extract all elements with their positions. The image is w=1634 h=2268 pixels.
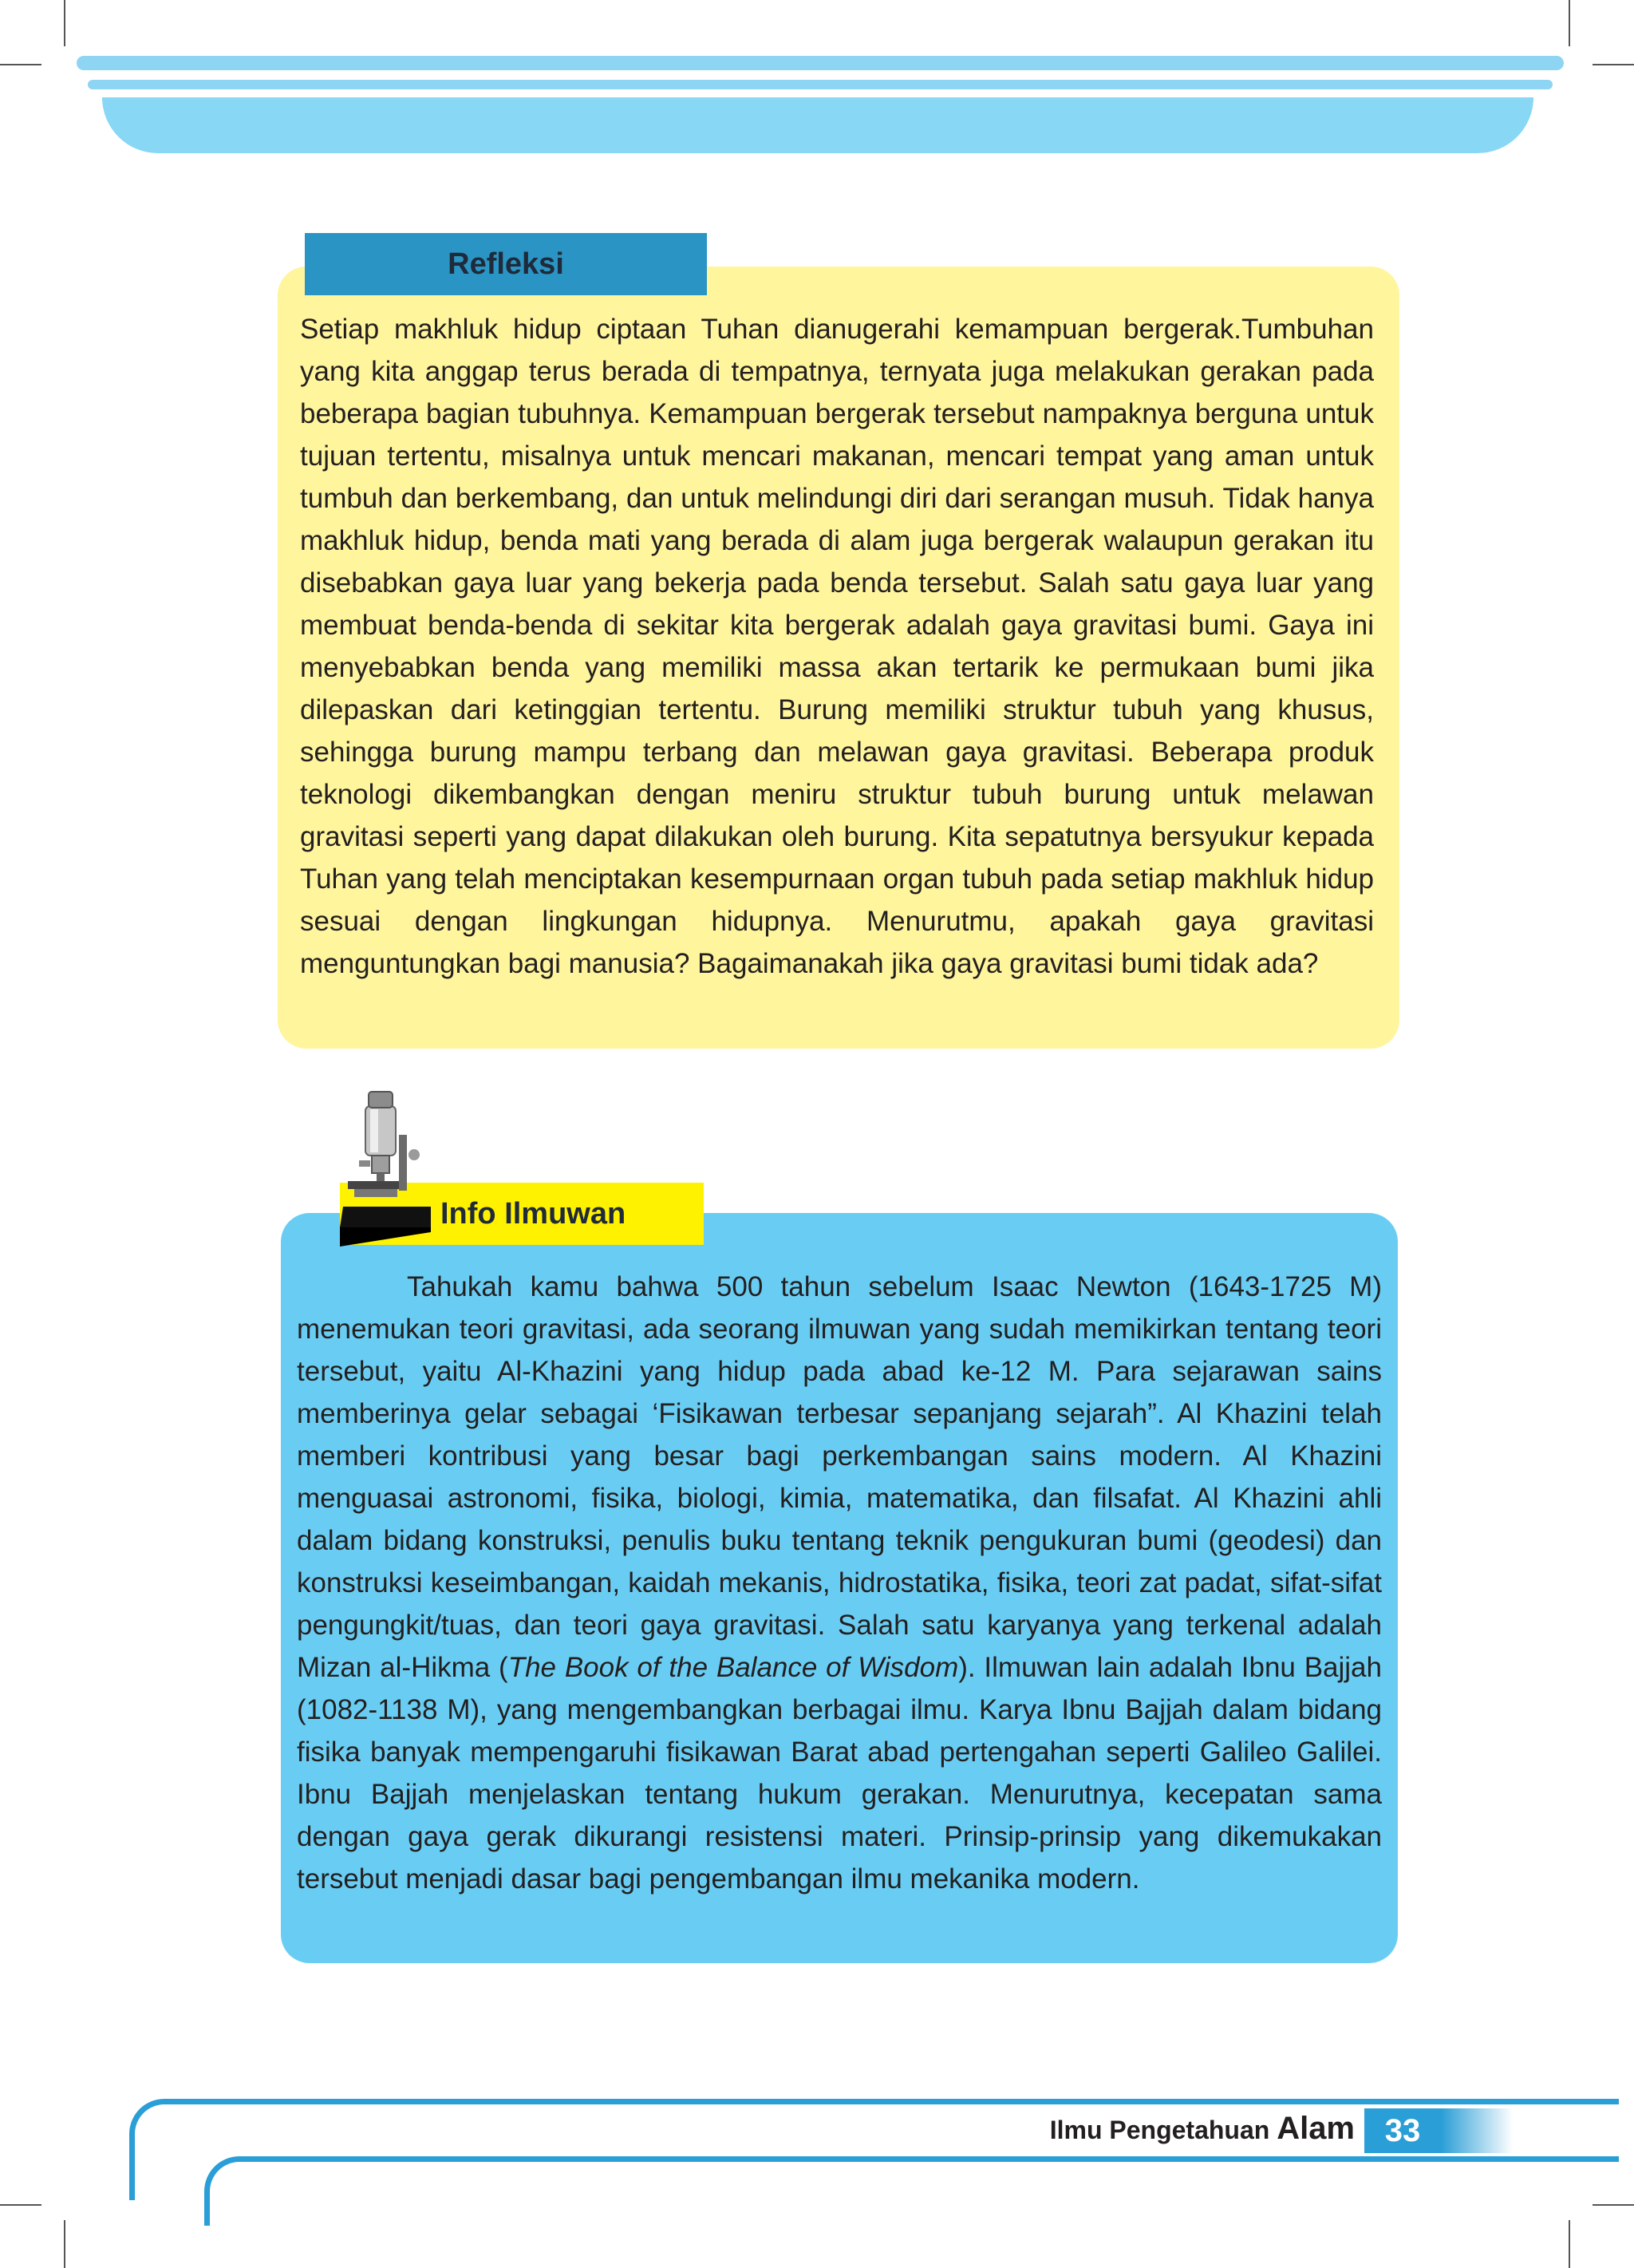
info-ilmuwan-body — [297, 1266, 1382, 1900]
footer-subject — [878, 2108, 1355, 2150]
microscope-icon — [335, 1087, 439, 1247]
header-stripe-top — [77, 56, 1564, 70]
footer-subject-emphasis: Alam — [1277, 2111, 1355, 2146]
info-ilmuwan-body-part2: ). Ilmuwan lain adalah Ibnu Bajjah (1082-1138 M), yang mengembangkan berbagai ilmu. Karya Ibnu Bajjah dalam bidang fisika banyak mempengaruhi fisikawan Barat abad pertengahan seperti Galileo Galilei. Ibnu Bajjah menjelaskan tentang hukum gerakan. Menurutnya, kecepatan sama dengan gaya gerak dikurangi resistensi materi. Prinsip-prinsip yang dikemukakan tersebut menjadi dasar bagi pengembangan ilmu mekanika modern. — [297, 1652, 1382, 1895]
page-number-fade — [1441, 2108, 1513, 2153]
crop-mark — [0, 64, 41, 65]
header-stripe-middle — [88, 80, 1553, 89]
info-ilmuwan-title: Info Ilmuwan — [440, 1197, 626, 1231]
crop-mark — [1593, 64, 1634, 65]
crop-mark — [1569, 2220, 1570, 2268]
footer-frame-inner — [204, 2156, 1619, 2226]
crop-mark — [64, 2220, 65, 2268]
refleksi-body: Setiap makhluk hidup ciptaan Tuhan dianugerahi kemampuan bergerak.Tumbuhan yang kita anggap terus berada di tempatnya, ternyata juga melakukan gerakan pada beberapa bagian tubuhnya. Kemampuan bergerak tersebut nampaknya berguna untuk tujuan tertentu, misalnya untuk mencari makanan, mencari tempat yang aman untuk tumbuh dan berkembang, dan untuk melindungi diri dari serangan musuh. Tidak hanya makhluk hidup, benda mati yang berada di alam juga bergerak walaupun gerakan itu disebabkan gaya luar yang bekerja pada benda tersebut. Salah satu gaya luar yang membuat benda-benda di sekitar kita bergerak adalah gaya gravitasi bumi. Gaya ini menyebabkan benda yang memiliki massa akan tertarik ke permukaan bumi jika dilepaskan dari ketinggian tertentu. Burung memiliki struktur tubuh yang khusus, sehingga burung mampu terbang dan melawan gaya gravitasi. Beberapa produk teknologi dikembangkan dengan meniru struktur tubuh burung untuk melawan gravitasi seperti yang dapat dilakukan oleh burung. Kita sepatutnya bersyukur kepada Tuhan yang telah menciptakan kesempurnaan organ tubuh pada setiap makhluk hidup sesuai dengan lingkungan hidupnya. Menurutmu, apakah gaya gravitasi menguntungkan bagi manusia? Bagaimanakah jika gaya gravitasi bumi tidak ada? — [300, 314, 1374, 979]
footer-subject-prefix: Ilmu Pengetahuan — [1049, 2116, 1270, 2144]
crop-mark — [0, 2204, 41, 2206]
header-band — [102, 97, 1533, 153]
page-number: 33 — [1364, 2108, 1441, 2153]
crop-mark — [64, 0, 65, 46]
crop-mark — [1569, 0, 1570, 46]
info-ilmuwan-body-part1: Tahukah kamu bahwa 500 tahun sebelum Isaac Newton (1643-1725 M) menemukan teori gravitasi, ada seorang ilmuwan yang sudah memikirkan tentang teori tersebut, yaitu Al-Khazini yang hidup pada abad ke-12 M. Para sejarawan sains memberinya gelar sebagai ‘Fisikawan terbesar sepanjang sejarah”. Al Khazini telah memberi kontribusi yang besar bagi perkembangan sains modern. Al Khazini menguasai astronomi, fisika, biologi, kimia, matematika, dan filsafat. Al Khazini ahli dalam bidang konstruksi, penulis buku tentang teknik pengukuran bumi (geodesi) dan konstruksi keseimbangan, kaidah mekanis, hidrostatika, fisika, teori zat padat, sifat-sifat pengungkit/tuas, dan teori gaya gravitasi. Salah satu karyanya yang terkenal adalah Mizan al-Hikma ( — [297, 1271, 1382, 1683]
refleksi-title: Refleksi — [305, 233, 707, 295]
book-title: The Book of the Balance of Wisdom — [507, 1652, 959, 1683]
